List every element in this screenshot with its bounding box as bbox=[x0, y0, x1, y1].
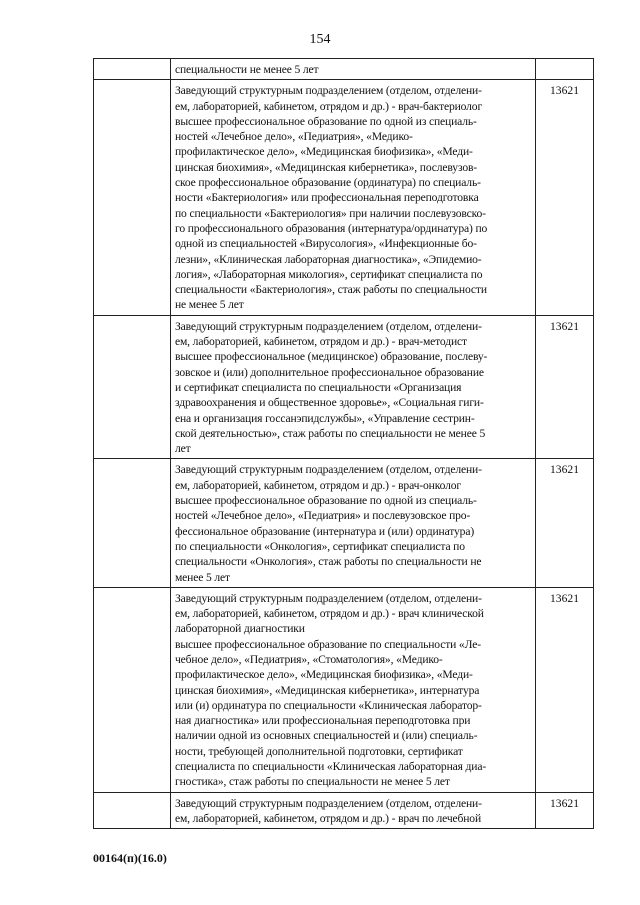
text-line: цинская биохимия», «Медицинская кибернетика», интернатура bbox=[175, 683, 480, 697]
text-line: и сертификат специалиста по специальности «Организация bbox=[175, 380, 462, 394]
text-line: ской деятельностью», стаж работы по специальности не менее 5 bbox=[175, 426, 486, 440]
text-line: Заведующий структурным подразделением (отделом, отделени- bbox=[175, 319, 482, 333]
text-line: профилактическое дело», «Медицинская биофизика», «Меди- bbox=[175, 145, 473, 159]
text-line: специалиста по специальности «Клиническая лабораторная диа- bbox=[175, 760, 487, 774]
text-line: или (и) ординатура по специальности «Клиническая лаборатор- bbox=[175, 698, 482, 712]
text-line: по специальности «Онкология», сертификат специалиста по bbox=[175, 539, 465, 553]
table-row bbox=[94, 459, 594, 587]
salary-code-cell: 13621 bbox=[536, 792, 594, 829]
position-requirements-cell bbox=[171, 459, 536, 587]
text-line: зовское и (или) дополнительное профессиональное образование bbox=[175, 365, 484, 379]
salary-code-cell: 13621 bbox=[536, 315, 594, 459]
text-line: ем, лабораторией, кабинетом, отрядом и др.) - врач-методист bbox=[175, 335, 467, 349]
empty-cell bbox=[94, 792, 171, 829]
table-row bbox=[94, 59, 594, 80]
text-line: профилактическое дело», «Медицинская биофизика», «Меди- bbox=[175, 668, 473, 682]
text-line: Заведующий структурным подразделением (отделом, отделени- bbox=[175, 796, 482, 810]
text-line: Заведующий структурным подразделением (отделом, отделени- bbox=[175, 84, 482, 98]
text-line: лезни», «Клиническая лабораторная диагностика», «Эпидемио- bbox=[175, 252, 482, 266]
text-line: Заведующий структурным подразделением (отделом, отделени- bbox=[175, 591, 482, 605]
text-line: лет bbox=[175, 442, 191, 456]
salary-code-cell: 13621 bbox=[536, 587, 594, 792]
table-row bbox=[94, 80, 594, 315]
text-line: лабораторной диагностики bbox=[175, 622, 305, 636]
position-requirements-cell bbox=[171, 80, 536, 315]
text-line: ностей «Лечебное дело», «Педиатрия» и послевузовское про- bbox=[175, 509, 471, 523]
text-line: ем, лабораторией, кабинетом, отрядом и др.) - врач-онколог bbox=[175, 478, 461, 492]
page-number: 154 bbox=[309, 32, 331, 47]
text-line: ем, лабораторией, кабинетом, отрядом и др.) - врач-бактериолог bbox=[175, 99, 483, 113]
position-requirements-cell bbox=[171, 315, 536, 459]
text-line: цинская биохимия», «Медицинская кибернетика», послевузов- bbox=[175, 160, 477, 174]
position-requirements-cell bbox=[171, 792, 536, 829]
text-line: ности, требующей дополнительной подготовки, сертификат bbox=[175, 744, 463, 758]
text-line: ем, лабораторией, кабинетом, отрядом и др.) - врач по лечебной bbox=[175, 811, 482, 825]
text-line: высшее профессиональное образование по одной из специаль- bbox=[175, 114, 477, 128]
qualification-table bbox=[93, 58, 594, 829]
text-line: высшее профессиональное (медицинское) образование, послеву- bbox=[175, 350, 488, 364]
text-line: Заведующий структурным подразделением (отделом, отделени- bbox=[175, 463, 482, 477]
salary-code-cell: 13621 bbox=[536, 459, 594, 587]
text-line: логия», «Лабораторная микология», сертификат специалиста по bbox=[175, 267, 483, 281]
text-line: специальности «Бактериология», стаж работы по специальности bbox=[175, 283, 487, 297]
text-line: ена и организация госсанэпидслужбы», «Управление сестрин- bbox=[175, 411, 475, 425]
empty-cell bbox=[94, 59, 171, 80]
text-line: специальности «Онкология», стаж работы по специальности не bbox=[175, 555, 482, 569]
text-line: ское профессиональное образование (ординатура) по специаль- bbox=[175, 176, 481, 190]
text-line: специальности не менее 5 лет bbox=[175, 63, 319, 76]
text-line: ностей «Лечебное дело», «Педиатрия», «Медико- bbox=[175, 130, 413, 144]
empty-cell bbox=[94, 587, 171, 792]
text-line: по специальности «Бактериология» при наличии послевузовско- bbox=[175, 206, 486, 220]
table-row bbox=[94, 315, 594, 459]
document-code: 00164(п)(16.0) bbox=[93, 851, 167, 865]
text-line: одной из специальностей «Вирусология», «Инфекционные бо- bbox=[175, 237, 477, 251]
text-line: го профессионального образования (интернатура/ординатура) по bbox=[175, 221, 488, 235]
text-line: не менее 5 лет bbox=[175, 298, 244, 312]
empty-cell bbox=[94, 315, 171, 459]
text-line: ности «Бактериология» или профессиональная переподготовка bbox=[175, 191, 479, 205]
empty-cell bbox=[94, 459, 171, 587]
text-line: фессиональное образование (интернатура и (или) ординатура) bbox=[175, 524, 475, 538]
salary-code-cell bbox=[536, 59, 594, 80]
text-line: чебное дело», «Педиатрия», «Стоматология», «Медико- bbox=[175, 652, 443, 666]
text-line: гностика», стаж работы по специальности не менее 5 лет bbox=[175, 775, 450, 789]
table-row bbox=[94, 792, 594, 829]
position-requirements-cell bbox=[171, 587, 536, 792]
position-requirements-cell bbox=[171, 59, 536, 80]
salary-code-cell: 13621 bbox=[536, 80, 594, 315]
text-line: здравоохранения и общественное здоровье», «Социальная гиги- bbox=[175, 396, 484, 410]
text-line: наличии одной из основных специальностей и (или) специаль- bbox=[175, 729, 478, 743]
text-line: менее 5 лет bbox=[175, 570, 230, 584]
text-line: высшее профессиональное образование по специальности «Ле- bbox=[175, 637, 481, 651]
text-line: ем, лабораторией, кабинетом, отрядом и др.) - врач клинической bbox=[175, 607, 484, 621]
text-line: высшее профессиональное образование по одной из специаль- bbox=[175, 494, 477, 508]
text-line: ная диагностика» или профессиональная переподготовка при bbox=[175, 714, 471, 728]
empty-cell bbox=[94, 80, 171, 315]
table-row bbox=[94, 587, 594, 792]
